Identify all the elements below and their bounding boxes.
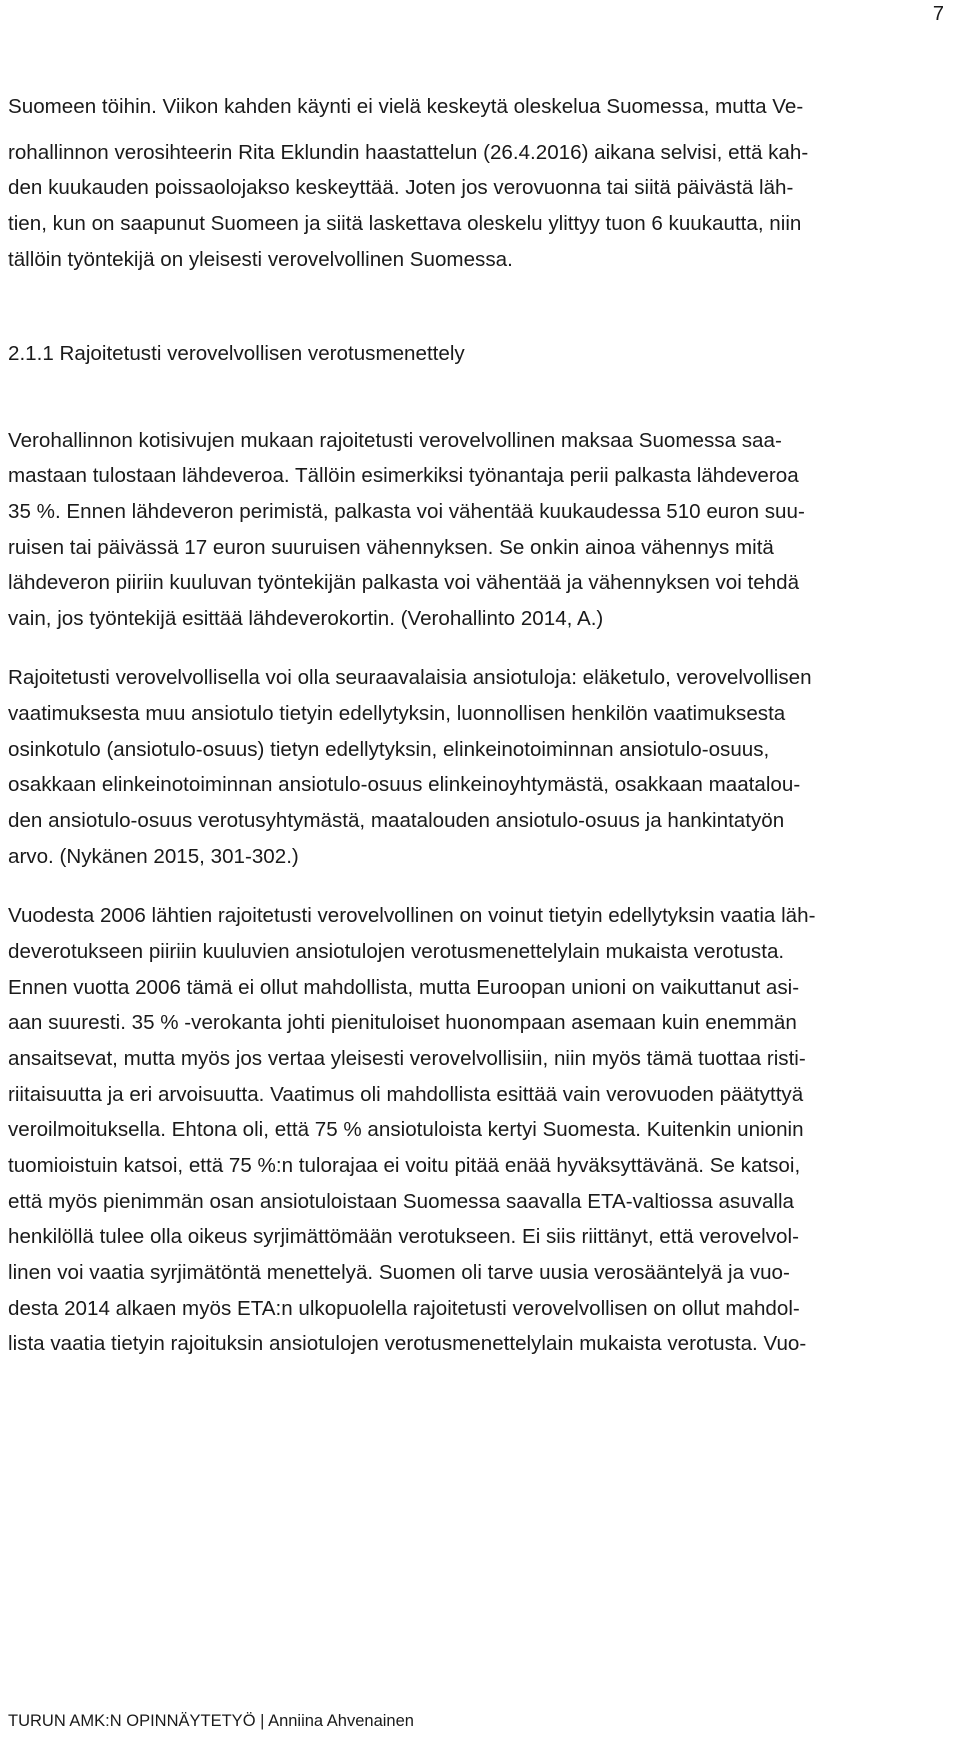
text-line: 35 %. Ennen lähdeveron perimistä, palkasta voi vähentää kuukaudessa 510 euron suu- xyxy=(8,500,805,523)
text-line: tien, kun on saapunut Suomeen ja siitä laskettava oleskelu ylittyy tuon 6 kuukautta, niin xyxy=(8,212,802,235)
text-line: ansaitsevat, mutta myös jos vertaa yleisesti verovelvollisiin, niin myös tämä tuottaa risti- xyxy=(8,1047,806,1070)
text-line: Suomeen töihin. Viikon kahden käynti ei vielä keskeytä oleskelua Suomessa, mutta Ve- xyxy=(8,95,804,118)
page-footer: TURUN AMK:N OPINNÄYTETYÖ | Anniina Ahvenainen xyxy=(8,1712,414,1730)
text-line: Ennen vuotta 2006 tämä ei ollut mahdollista, mutta Euroopan unioni on vaikuttanut asi- xyxy=(8,976,800,999)
text-line: linen voi vaatia syrjimätöntä menettelyä. Suomen oli tarve uusia verosääntelyä ja vuo- xyxy=(8,1261,790,1284)
text-line: osakkaan elinkeinotoiminnan ansiotulo-osuus elinkeinoyhtymästä, osakkaan maatalou- xyxy=(8,773,801,796)
text-line: tällöin työntekijä on yleisesti verovelvollinen Suomessa. xyxy=(8,248,513,271)
text-line: den kuukauden poissaolojakso keskeyttää. Joten jos verovuonna tai siitä päivästä läh- xyxy=(8,176,794,199)
text-line: deverotukseen piiriin kuuluvien ansiotulojen verotusmenettelylain mukaista verotusta. xyxy=(8,940,785,963)
text-line: lista vaatia tietyin rajoituksin ansiotulojen verotusmenettelylain mukaista verotusta. Vuo- xyxy=(8,1332,807,1355)
text-line: tuomioistuin katsoi, että 75 %:n tulorajaa ei voitu pitää enää hyväksyttävänä. Se katsoi, xyxy=(8,1154,801,1177)
text-line: Rajoitetusti verovelvollisella voi olla seuraavalaisia ansiotuloja: eläketulo, verovelvollisen xyxy=(8,666,812,689)
page-number: 7 xyxy=(932,3,944,25)
text-line: osinkotulo (ansiotulo-osuus) tietyn edellytyksin, elinkeinotoiminnan ansiotulo-osuus, xyxy=(8,738,770,761)
text-line: että myös pienimmän osan ansiotuloistaan Suomessa saavalla ETA-valtiossa asuvalla xyxy=(8,1190,795,1213)
text-line: desta 2014 alkaen myös ETA:n ulkopuolella rajoitetusti verovelvollisen on ollut mahdol- xyxy=(8,1297,800,1320)
text-line: rohallinnon verosihteerin Rita Eklundin haastattelun (26.4.2016) aikana selvisi, että kah- xyxy=(8,141,809,164)
text-line: veroilmoituksella. Ehtona oli, että 75 % ansiotuloista kertyi Suomesta. Kuitenkin unionin xyxy=(8,1118,804,1141)
text-line: Verohallinnon kotisivujen mukaan rajoitetusti verovelvollinen maksaa Suomessa saa- xyxy=(8,429,782,452)
text-line: Vuodesta 2006 lähtien rajoitetusti verovelvollinen on voinut tietyin edellytyksin vaatia läh- xyxy=(8,904,816,927)
text-line: ruisen tai päivässä 17 euron suuruisen vähennyksen. Se onkin ainoa vähennys mitä xyxy=(8,536,774,559)
text-line: riitaisuutta ja eri arvoisuutta. Vaatimus oli mahdollista esittää vain verovuoden päätyttyä xyxy=(8,1083,804,1106)
text-line: lähdeveron piiriin kuuluvan työntekijän palkasta voi vähentää ja vähennyksen voi tehdä xyxy=(8,571,800,594)
text-line: vaatimuksesta muu ansiotulo tietyin edellytyksin, luonnollisen henkilön vaatimuksesta xyxy=(8,702,786,725)
text-line: mastaan tulostaan lähdeveroa. Tällöin esimerkiksi työnantaja perii palkasta lähdeveroa xyxy=(8,464,799,487)
text-line: aan suuresti. 35 % -verokanta johti pienituloiset huonompaan asemaan kuin enemmän xyxy=(8,1011,797,1034)
section-heading: 2.1.1 Rajoitetusti verovelvollisen verotusmenettely xyxy=(8,342,465,365)
text-line: den ansiotulo-osuus verotusyhtymästä, maatalouden ansiotulo-osuus ja hankintatyön xyxy=(8,809,785,832)
text-line: henkilöllä tulee olla oikeus syrjimättömään verotukseen. Ei siis riittänyt, että verovelvol- xyxy=(8,1225,799,1248)
text-line: vain, jos työntekijä esittää lähdeverokortin. (Verohallinto 2014, A.) xyxy=(8,607,604,630)
text-line: arvo. (Nykänen 2015, 301-302.) xyxy=(8,845,299,868)
